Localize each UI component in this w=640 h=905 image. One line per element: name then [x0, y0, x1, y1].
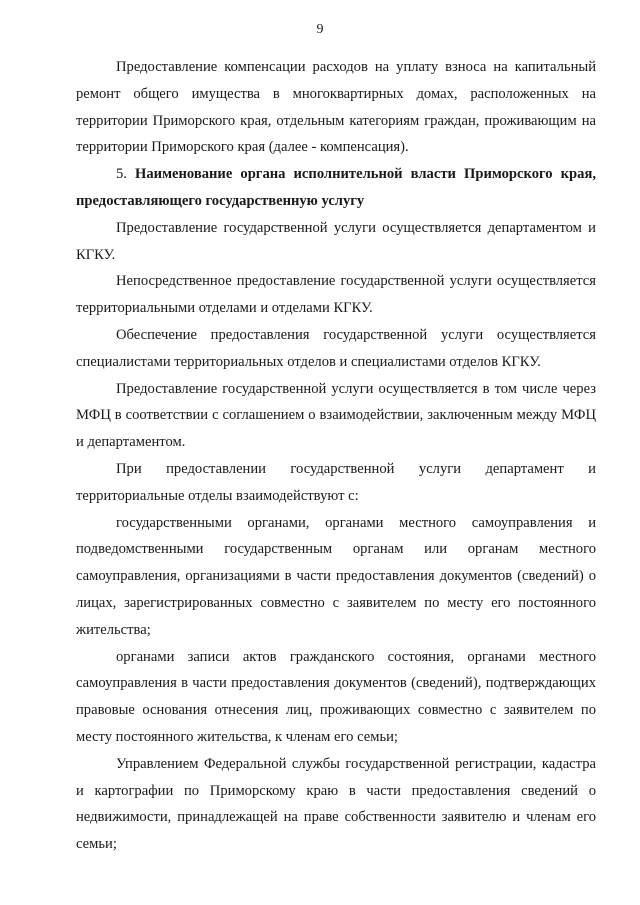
- page-number: 9: [316, 22, 324, 37]
- list-item: Управлением Федеральной службы государственной регистрации, кадастра и картографии по Приморскому краю в части предоставления сведений о недвижимости, принадлежащей на праве собственности заявителю и членам его семьи;: [76, 755, 596, 853]
- paragraph: При предоставлении государственной услуги департамент и территориальные отделы взаимодействуют с:: [76, 460, 596, 504]
- section-heading: [76, 161, 596, 215]
- list-item: органами записи актов гражданского состояния, органами местного самоуправления в части предоставления документов (сведений), подтверждающих правовые основания отнесения лиц, проживающих совместно с заявителем по месту постоянного жительства, к членам его семьи;: [76, 648, 596, 745]
- list-item: государственными органами, органами местного самоуправления и подведомственными государственным органам или органам местного самоуправления, организациями в части предоставления документов (сведений) о лицах, зарегистрированных совместно с заявителем по месту его постоянного жительства;: [76, 514, 596, 638]
- paragraph: Непосредственное предоставление государственной услуги осуществляется территориальными отделами и отделами КГКУ.: [76, 273, 596, 317]
- section-heading-text: Наименование органа исполнительной власти Приморского края, предоставляющего государственную услугу: [76, 166, 597, 209]
- paragraph: Предоставление государственной услуги осуществляется департаментом и КГКУ.: [76, 219, 596, 263]
- paragraph: Предоставление государственной услуги осуществляется в том числе через МФЦ в соответствии с соглашением о взаимодействии, заключенным между МФЦ и департаментом.: [76, 380, 596, 451]
- paragraph-compensation-title: Предоставление компенсации расходов на уплату взноса на капитальный ремонт общего имущества в многоквартирных домах, расположенных на территории Приморского края, отдельным категориям граждан, проживающим на территории Приморского края (далее - компенсация).: [76, 59, 596, 156]
- paragraph: Обеспечение предоставления государственной услуги осуществляется специалистами территориальных отделов и специалистами отделов КГКУ.: [76, 326, 596, 370]
- section-number: 5.: [116, 166, 136, 183]
- document-body: [76, 54, 596, 858]
